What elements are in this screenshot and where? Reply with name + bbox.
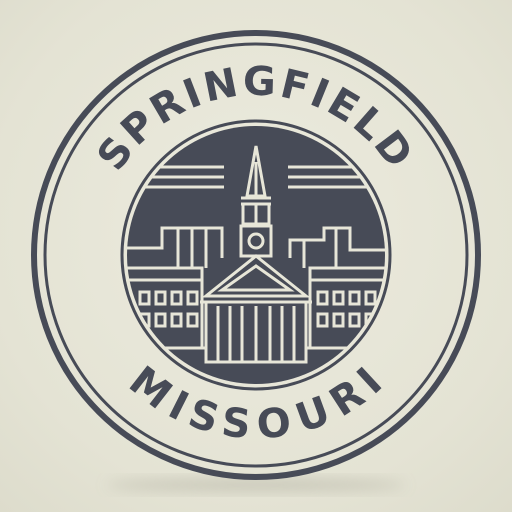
seal-title: SPRINGFIELD [88, 58, 424, 179]
seal-subtitle: MISSOURI [120, 356, 394, 449]
seal-shadow [106, 479, 406, 491]
